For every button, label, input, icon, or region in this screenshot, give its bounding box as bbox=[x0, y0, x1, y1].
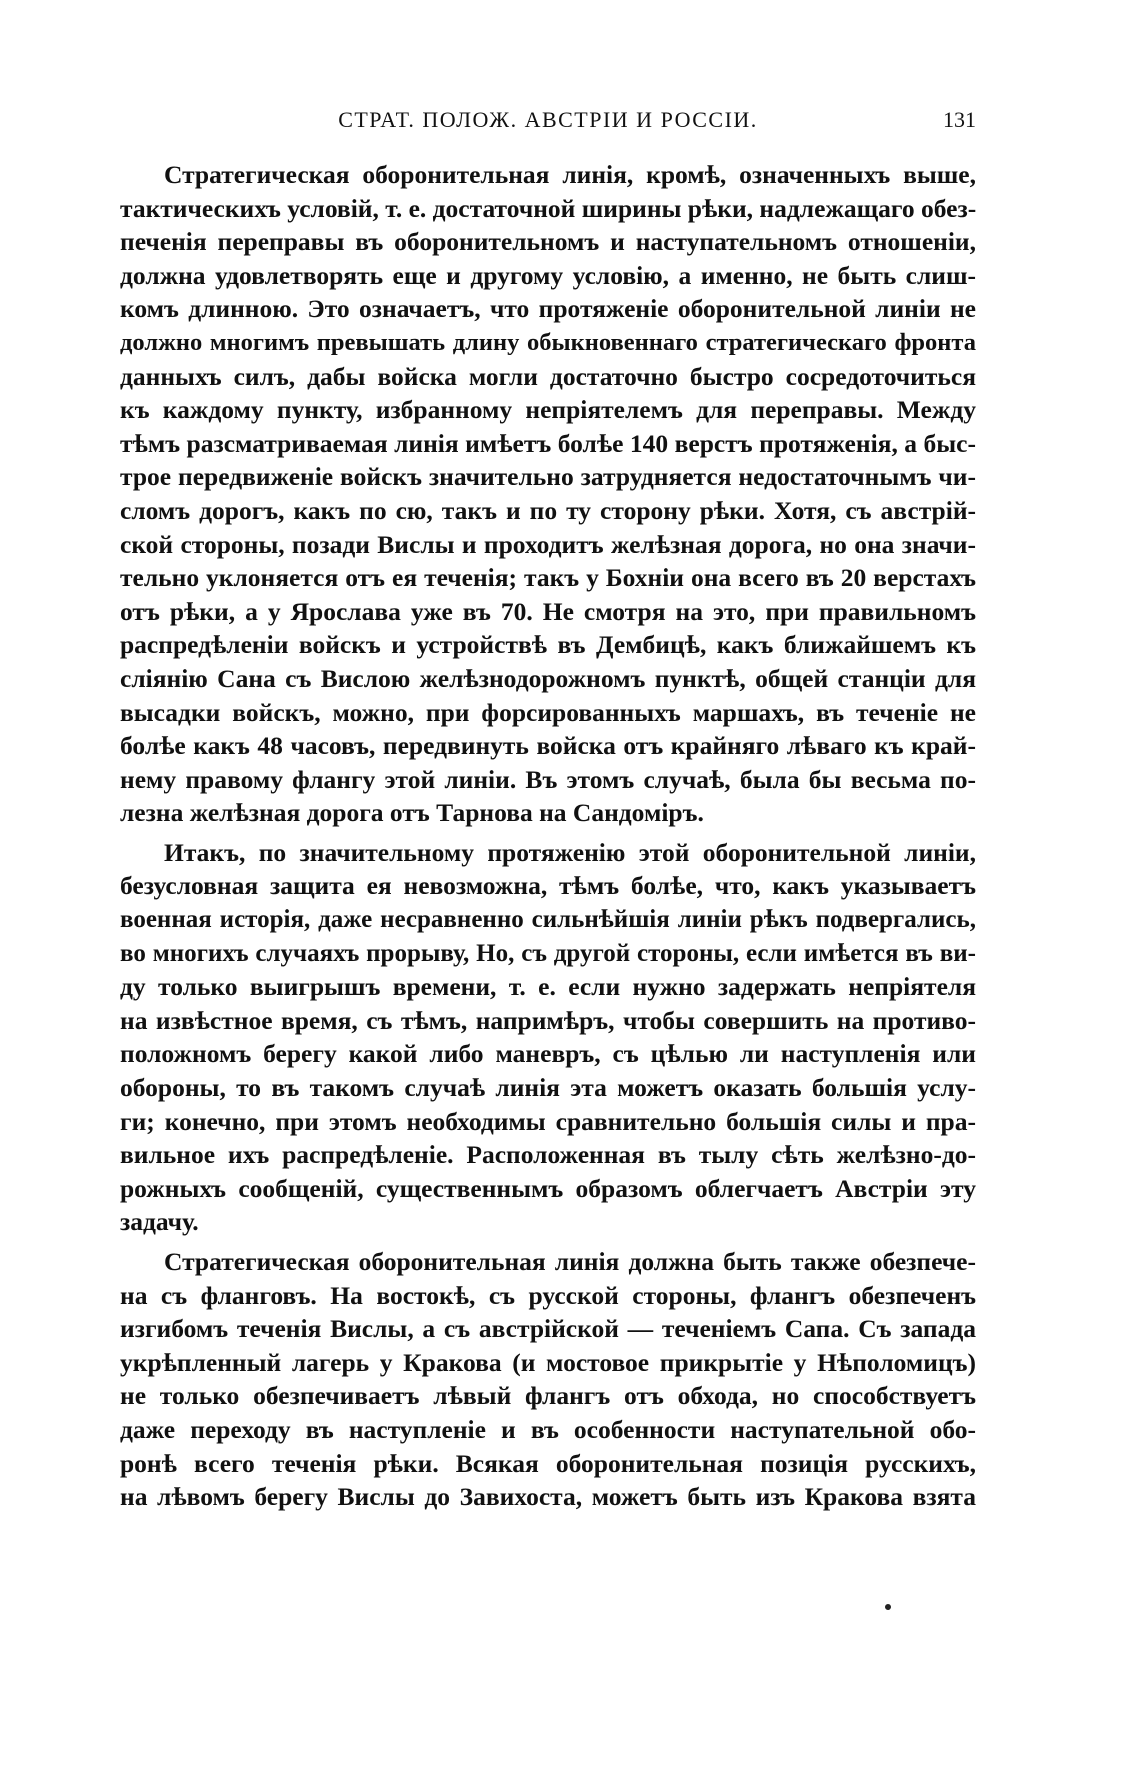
text-line: задачу. bbox=[120, 1207, 199, 1237]
text-line: даже переходу въ наступленіе и въ особенности наступательной обо- bbox=[120, 1414, 976, 1444]
text-line: во многихъ случаяхъ прорыву, Но, съ другой стороны, если имѣется въ ви- bbox=[120, 939, 976, 967]
text-line: ду только выигрышъ времени, т. е. если нужно задержать непріятеля bbox=[120, 972, 976, 1002]
paragraph bbox=[120, 1245, 976, 1514]
paragraph bbox=[120, 836, 976, 1239]
text-line: на извѣстное время, съ тѣмъ, напримѣръ, чтобы совершить на противо- bbox=[120, 1005, 976, 1035]
running-title: СТРАТ. ПОЛОЖ. АВСТРІИ И РОССІИ. bbox=[338, 107, 758, 132]
text-line: Итакъ, по значительному протяженію этой оборонительной линіи, bbox=[164, 837, 976, 867]
text-line: безусловная защита ея невозможна, тѣмъ болѣе, что, какъ указываетъ bbox=[120, 871, 976, 901]
text-line: военная исторія, даже несравненно сильнѣйшія линіи рѣкъ подвергались, bbox=[120, 906, 976, 934]
text-line: трое передвиженіе войскъ значительно затрудняется недостаточнымъ чи- bbox=[120, 462, 976, 492]
text-line: тельно уклоняется отъ ея теченія; такъ у Бохніи она всего въ 20 верстахъ bbox=[120, 563, 976, 593]
text-line: Стратегическая оборонительная линія, кромѣ, означенныхъ выше, bbox=[164, 160, 976, 189]
print-speck-mark bbox=[885, 1604, 891, 1610]
text-line: ги; конечно, при этомъ необходимы сравнительно большія силы и пра- bbox=[120, 1106, 976, 1136]
body-text bbox=[120, 158, 976, 1520]
text-line: высадки войскъ, можно, при форсированныхъ маршахъ, въ теченіе не bbox=[120, 697, 976, 727]
text-line: не только обезпечиваетъ лѣвый флангъ отъ обхода, но способствуетъ bbox=[120, 1381, 976, 1411]
text-line: сліянію Сана съ Вислою желѣзнодорожномъ пунктѣ, общей станціи для bbox=[120, 663, 976, 693]
text-line: нему правому флангу этой линіи. Въ этомъ случаѣ, была бы весьма по- bbox=[120, 764, 976, 794]
text-line: лезна желѣзная дорога отъ Тарнова на Сандоміръ. bbox=[120, 798, 704, 828]
running-head bbox=[120, 104, 976, 136]
paragraph bbox=[120, 158, 976, 830]
text-line: Стратегическая оборонительная линія должна быть также обезпече- bbox=[164, 1247, 976, 1276]
text-line: ронѣ всего теченія рѣки. Всякая оборонительная позиція русскихъ, bbox=[120, 1448, 976, 1478]
text-line: укрѣпленный лагерь у Кракова (и мостовое прикрытіе у Нѣполомицъ) bbox=[120, 1347, 976, 1377]
text-line: изгибомъ теченія Вислы, а съ австрійской — теченіемъ Сапа. Съ запада bbox=[120, 1314, 976, 1344]
text-line: къ каждому пункту, избранному непріятелемъ для переправы. Между bbox=[120, 395, 976, 425]
text-line: на съ фланговъ. На востокѣ, съ русской стороны, флангъ обезпеченъ bbox=[120, 1280, 976, 1310]
text-line: обороны, то въ такомъ случаѣ линія эта можетъ оказать большія услу- bbox=[120, 1073, 976, 1103]
text-line: должна удовлетворять еще и другому условію, а именно, не быть слиш- bbox=[120, 260, 976, 290]
text-line: на лѣвомъ берегу Вислы до Завихоста, можетъ быть изъ Кракова взята bbox=[120, 1482, 976, 1512]
page-number: 131 bbox=[943, 107, 976, 132]
text-line: комъ длинною. Это означаетъ, что протяженіе оборонительной линіи не bbox=[120, 294, 976, 324]
text-line: печенія переправы въ оборонительномъ и наступательномъ отношеніи, bbox=[120, 227, 976, 257]
text-line: болѣе какъ 48 часовъ, передвинуть войска отъ крайняго лѣваго къ край- bbox=[120, 731, 976, 761]
text-line: данныхъ силъ, дабы войска могли достаточно быстро сосредоточиться bbox=[120, 361, 976, 391]
text-line: вильное ихъ распредѣленіе. Расположенная въ тылу сѣть желѣзно-до- bbox=[120, 1140, 976, 1170]
text-line: распредѣленіи войскъ и устройствѣ въ Дембицѣ, какъ ближайшемъ къ bbox=[120, 630, 976, 660]
text-line: тѣмъ разсматриваемая линія имѣетъ болѣе 140 верстъ протяженія, а быс- bbox=[120, 428, 976, 458]
text-line: рожныхъ сообщеній, существеннымъ образомъ облегчаетъ Австріи эту bbox=[120, 1173, 976, 1203]
text-line: отъ рѣки, а у Ярослава уже въ 70. Не смотря на это, при правильномъ bbox=[120, 596, 976, 626]
text-line: тактическихъ условій, т. е. достаточной ширины рѣки, надлежащаго обез- bbox=[120, 193, 977, 223]
text-line: сломъ дорогъ, какъ по сю, такъ и по ту сторону рѣки. Хотя, съ австрій- bbox=[120, 495, 976, 525]
text-line: должно многимъ превышать длину обыкновеннаго стратегическаго фронта bbox=[120, 328, 976, 356]
text-line: положномъ берегу какой либо маневръ, съ цѣлью ли наступленія или bbox=[120, 1039, 976, 1069]
text-line: ской стороны, позади Вислы и проходитъ желѣзная дорога, но она значи- bbox=[120, 529, 976, 559]
